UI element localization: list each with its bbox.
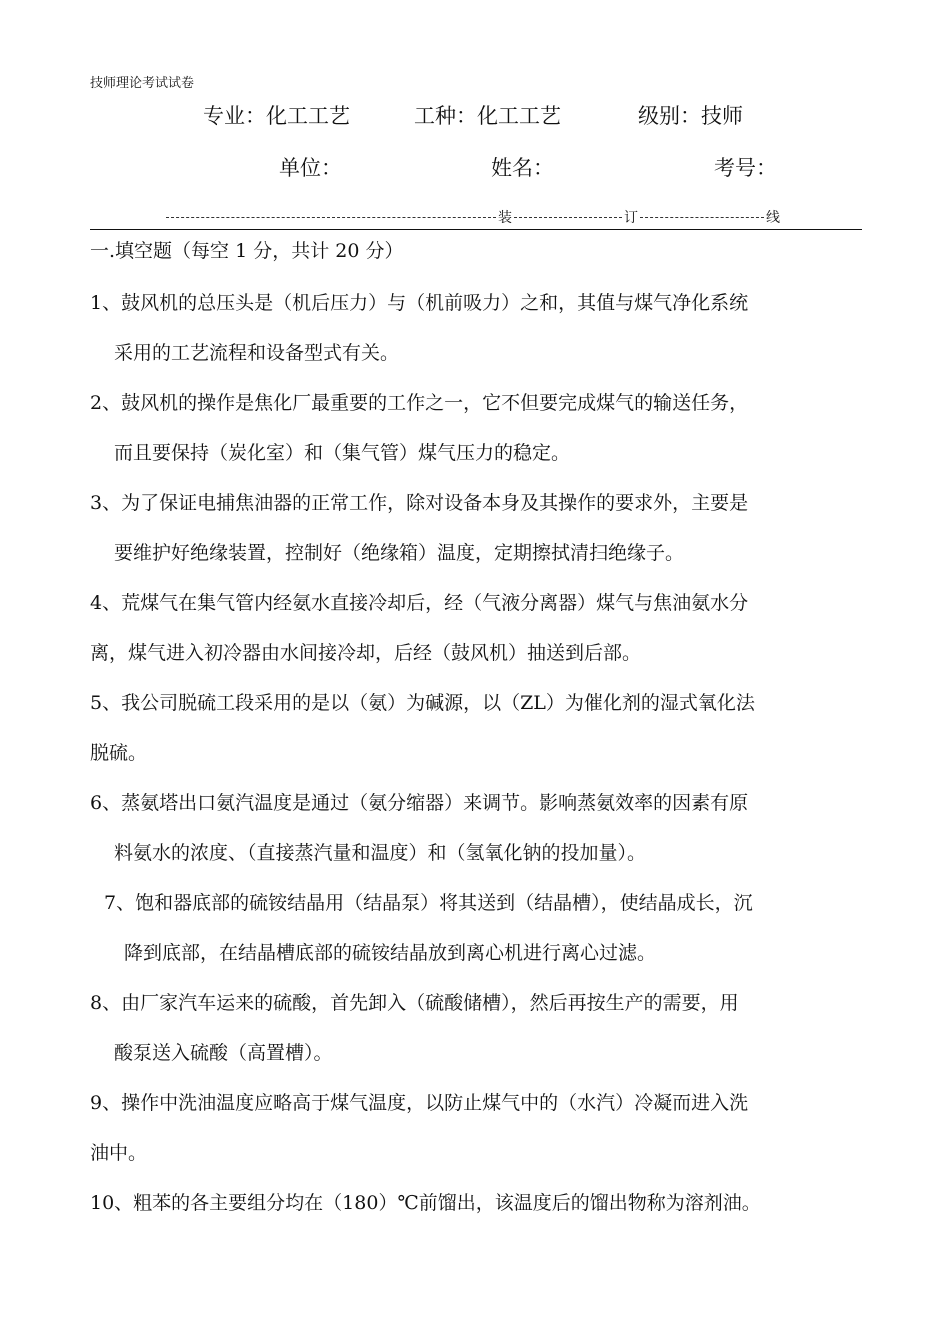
major-field: 专业：化工工艺 <box>203 104 350 128</box>
binding-dotted-segment <box>166 217 496 218</box>
question-6-line-2: 料氨水的浓度、（直接蒸汽量和温度）和（氢氧化钠的投加量）。 <box>114 842 647 864</box>
binding-label-xian: 线 <box>766 210 780 226</box>
question-3-line-2: 要维护好绝缘装置，控制好（绝缘箱）温度，定期擦拭清扫绝缘子。 <box>114 542 685 564</box>
question-10-line-1: 10、粗苯的各主要组分均在（180）℃前馏出，该温度后的馏出物称为溶剂油。 <box>90 1192 761 1214</box>
question-7-line-2: 降到底部，在结晶槽底部的硫铵结晶放到离心机进行离心过滤。 <box>124 942 657 964</box>
question-2-line-1: 2、鼓风机的操作是焦化厂最重要的工作之一，它不但要完成煤气的输送任务， <box>90 392 749 414</box>
section-title: 一.填空题（每空 1 分，共计 20 分） <box>90 240 404 262</box>
question-5-line-1: 5、我公司脱硫工段采用的是以（氨）为碱源，以（ZL）为催化剂的湿式氧化法 <box>90 692 755 714</box>
question-4-line-1: 4、荒煤气在集气管内经氨水直接冷却后，经（气液分离器）煤气与焦油氨水分 <box>90 592 749 614</box>
question-9-line-1: 9、操作中洗油温度应略高于煤气温度，以防止煤气中的（水汽）冷凝而进入洗 <box>90 1092 749 1114</box>
question-8-line-1: 8、由厂家汽车运来的硫酸，首先卸入（硫酸储槽），然后再按生产的需要，用 <box>90 992 739 1014</box>
binding-label-ding: 订 <box>624 210 638 226</box>
question-9-line-2: 油中。 <box>90 1142 148 1164</box>
question-2-line-2: 而且要保持（炭化室）和（集气管）煤气压力的稳定。 <box>114 442 571 464</box>
trade-field: 工种：化工工艺 <box>414 104 561 128</box>
question-7-line-1: 7、饱和器底部的硫铵结晶用（结晶泵）将其送到（结晶槽），使结晶成长，沉 <box>104 892 753 914</box>
question-1-line-1: 1、鼓风机的总压头是（机后压力）与（机前吸力）之和，其值与煤气净化系统 <box>90 292 749 314</box>
level-field: 级别：技师 <box>638 104 743 128</box>
question-5-line-2: 脱硫。 <box>90 742 148 764</box>
binding-dotted-segment <box>514 217 622 218</box>
question-1-line-2: 采用的工艺流程和设备型式有关。 <box>114 342 400 364</box>
question-4-line-2: 离，煤气进入初冷器由水间接冷却，后经（鼓风机）抽送到后部。 <box>90 642 642 664</box>
binding-rule <box>90 229 862 230</box>
unit-field: 单位： <box>279 156 342 180</box>
name-field: 姓名： <box>491 156 554 180</box>
question-6-line-1: 6、蒸氨塔出口氨汽温度是通过（氨分缩器）来调节。影响蒸氨效率的因素有原 <box>90 792 749 814</box>
document-label: 技师理论考试试卷 <box>90 76 195 91</box>
binding-dotted-segment <box>640 217 764 218</box>
question-3-line-1: 3、为了保证电捕焦油器的正常工作，除对设备本身及其操作的要求外，主要是 <box>90 492 749 514</box>
exam-number-field: 考号： <box>714 156 777 180</box>
binding-label-zhuang: 装 <box>498 210 512 226</box>
binding-line <box>90 204 862 230</box>
question-8-line-2: 酸泵送入硫酸（高置槽）。 <box>114 1042 333 1064</box>
